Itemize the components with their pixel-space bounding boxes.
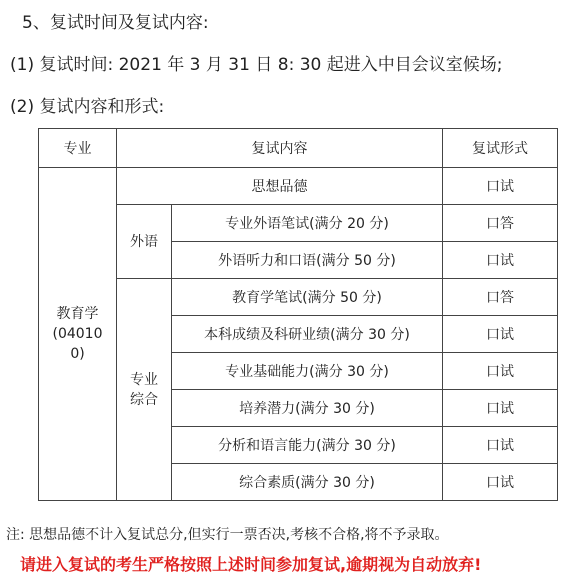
format-cell: 口试 [443, 464, 558, 501]
major-cell [39, 168, 117, 501]
content-cell: 分析和语言能力(满分 30 分) [172, 427, 443, 464]
footnote: 注: 思想品德不计入复试总分,但实行一票否决,考核不合格,将不予录取。 [6, 527, 449, 543]
format-cell: 口试 [443, 168, 558, 205]
content-cell: 本科成绩及科研业绩(满分 30 分) [172, 316, 443, 353]
major-code-line1: (04010 [52, 326, 103, 342]
retest-table [38, 128, 558, 501]
content-cell: 外语听力和口语(满分 50 分) [172, 242, 443, 279]
table-row [39, 205, 558, 242]
retest-content-line: (2) 复试内容和形式: [10, 97, 165, 117]
content-cell: 专业基础能力(满分 30 分) [172, 353, 443, 390]
header-format: 复试形式 [443, 129, 558, 168]
content-cell: 专业外语笔试(满分 20 分) [172, 205, 443, 242]
major-code-line2: 0) [70, 346, 85, 362]
table-row [39, 168, 558, 205]
content-cell: 综合素质(满分 30 分) [172, 464, 443, 501]
section-heading: 5、复试时间及复试内容: [22, 13, 209, 33]
group-professional [117, 279, 172, 501]
group-foreign-language [117, 205, 172, 279]
table-header-row [39, 129, 558, 168]
table-row [39, 279, 558, 316]
header-content: 复试内容 [117, 129, 443, 168]
content-cell: 教育学笔试(满分 50 分) [172, 279, 443, 316]
format-cell: 口试 [443, 316, 558, 353]
format-cell: 口试 [443, 242, 558, 279]
major-name: 教育学 [56, 306, 99, 322]
format-cell: 口试 [443, 427, 558, 464]
format-cell: 口答 [443, 205, 558, 242]
header-major: 专业 [39, 129, 117, 168]
group-professional-line1: 专业 [130, 371, 158, 388]
group-foreign-language-label: 外语 [130, 233, 158, 250]
format-cell: 口试 [443, 353, 558, 390]
format-cell: 口答 [443, 279, 558, 316]
format-cell: 口试 [443, 390, 558, 427]
content-cell: 培养潜力(满分 30 分) [172, 390, 443, 427]
group-professional-line2: 综合 [130, 391, 158, 408]
retest-time-line: (1) 复试时间: 2021 年 3 月 31 日 8: 30 起进入中目会议室候场; [10, 55, 503, 75]
content-cell: 思想品德 [117, 168, 443, 205]
warning-notice: 请进入复试的考生严格按照上述时间参加复试,逾期视为自动放弃! [20, 555, 482, 574]
